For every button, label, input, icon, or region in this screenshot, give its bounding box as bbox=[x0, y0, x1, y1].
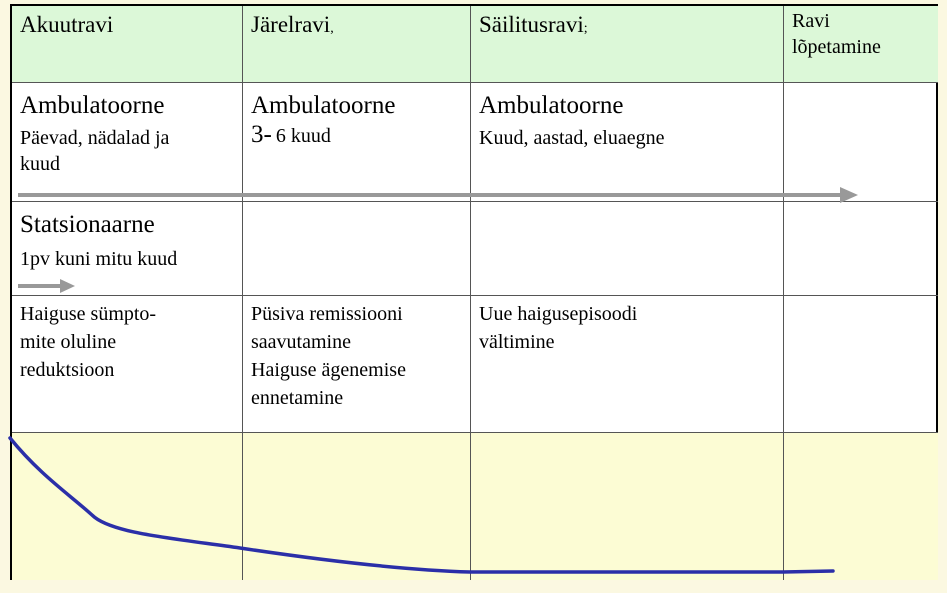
curve-end-cell bbox=[784, 433, 938, 580]
ambulatory-after-duration-prefix: 3- bbox=[251, 121, 272, 148]
header-maintenance-label: Säilitusravi bbox=[479, 12, 584, 37]
header-maintenance-suffix: ; bbox=[583, 21, 588, 36]
ambulatory-maintenance-title: Ambulatoorne bbox=[479, 92, 624, 119]
goal-acute-cell bbox=[12, 296, 243, 433]
ambulatory-end-cell bbox=[784, 83, 938, 202]
goal-acute-line3: reduktsioon bbox=[20, 359, 115, 381]
inpatient-acute-cell bbox=[12, 202, 243, 296]
ambulatory-maintenance-duration: Kuud, aastad, eluaegne bbox=[479, 127, 665, 149]
curve-after-cell bbox=[243, 433, 471, 580]
goal-after-line3: Haiguse ägenemise bbox=[251, 359, 406, 381]
header-acute-label: Akuutravi bbox=[20, 12, 114, 37]
curve-acute-cell bbox=[12, 433, 243, 580]
inpatient-maintenance-cell bbox=[471, 202, 784, 296]
goal-after-cell bbox=[243, 296, 471, 433]
ambulatory-after-duration: 6 kuud bbox=[275, 125, 331, 147]
curve-maintenance-cell bbox=[471, 433, 784, 580]
inpatient-end-cell bbox=[784, 202, 938, 296]
ambulatory-acute-cell bbox=[12, 83, 243, 202]
goal-after-line4: ennetamine bbox=[251, 387, 344, 409]
inpatient-after-cell bbox=[243, 202, 471, 296]
ambulatory-acute-title: Ambulatoorne bbox=[20, 92, 165, 119]
ambulatory-after-cell bbox=[243, 83, 471, 202]
goal-end-cell bbox=[784, 296, 938, 433]
header-after-label: Järelravi bbox=[251, 12, 331, 37]
goal-maintenance-line2: vältimine bbox=[479, 331, 555, 353]
inpatient-title: Statsionaarne bbox=[20, 211, 155, 238]
ambulatory-acute-duration-line2: kuud bbox=[20, 153, 60, 175]
header-end-line2: lõpetamine bbox=[792, 36, 881, 58]
header-end bbox=[784, 6, 938, 83]
goal-after-line2: saavutamine bbox=[251, 331, 351, 353]
ambulatory-maintenance-cell bbox=[471, 83, 784, 202]
header-acute bbox=[12, 6, 243, 83]
goal-maintenance-line1: Uue haigusepisoodi bbox=[479, 303, 638, 325]
header-after bbox=[243, 6, 471, 83]
goal-acute-line2: mite oluline bbox=[20, 331, 117, 353]
goal-acute-line1: Haiguse sümpto- bbox=[20, 303, 157, 325]
goal-after-line1: Püsiva remissiooni bbox=[251, 303, 403, 325]
ambulatory-after-title: Ambulatoorne bbox=[251, 92, 396, 119]
goal-maintenance-cell bbox=[471, 296, 784, 433]
header-maintenance bbox=[471, 6, 784, 83]
header-after-suffix: , bbox=[330, 21, 334, 36]
ambulatory-acute-duration-line1: Päevad, nädalad ja bbox=[20, 127, 170, 149]
header-end-line1: Ravi bbox=[792, 10, 830, 32]
treatment-phases-table bbox=[10, 4, 938, 580]
inpatient-duration: 1pv kuni mitu kuud bbox=[20, 248, 178, 270]
